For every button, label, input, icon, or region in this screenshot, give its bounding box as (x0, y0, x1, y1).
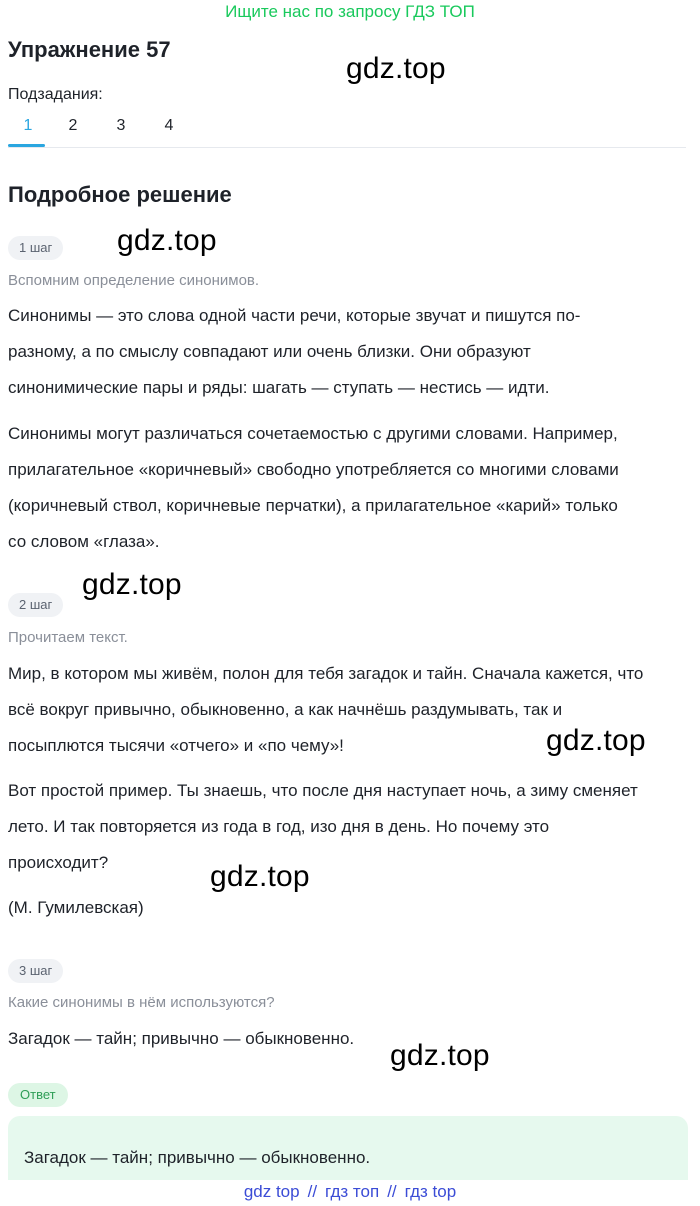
paragraph-line: разному, а по смыслу совпадают или очень близки. Они образуют (8, 342, 531, 361)
footer-separator: // (387, 1182, 397, 1201)
watermark: gdz.top (346, 52, 446, 85)
paragraph-line: прилагательное «коричневый» свободно употребляется со многими словами (8, 460, 619, 479)
step-hint: Прочитаем текст. (8, 629, 128, 646)
subtask-tabs (8, 108, 686, 148)
watermark: gdz.top (82, 568, 182, 601)
step-badge: 2 шаг (8, 593, 63, 617)
paragraph-line: синонимические пары и ряды: шагать — ступать — нестись — идти. (8, 378, 550, 397)
step-badge: 1 шаг (8, 236, 63, 260)
tab-subtask-3[interactable]: 3 (116, 117, 126, 134)
section-title: Подробное решение (8, 182, 232, 207)
paragraph-line: (М. Гумилевская) (8, 898, 144, 917)
step-paragraph (8, 890, 692, 926)
step-paragraph (8, 773, 692, 881)
watermark: gdz.top (210, 860, 310, 893)
step-paragraph (8, 416, 692, 560)
paragraph-line: со словом «глаза». (8, 532, 160, 551)
answer-badge: Ответ (8, 1083, 68, 1107)
step-hint: Вспомним определение синонимов. (8, 272, 260, 289)
tab-subtask-4[interactable]: 4 (164, 117, 174, 134)
paragraph-line: Синонимы — это слова одной части речи, которые звучат и пишутся по- (8, 306, 581, 325)
tab-subtask-1[interactable]: 1 (23, 117, 33, 134)
footer-separator: // (307, 1182, 318, 1201)
paragraph-line: происходит? (8, 853, 109, 872)
paragraph-line: Мир, в котором мы живём, полон для тебя загадок и тайн. Сначала кажется, что (8, 664, 644, 683)
paragraph-line: Вот простой пример. Ты знаешь, что после дня наступает ночь, а зиму сменяет (8, 781, 638, 800)
subtasks-label: Подзадания: (8, 86, 103, 103)
step-paragraph (8, 298, 692, 406)
page-title: Упражнение 57 (8, 37, 171, 62)
paragraph-line: Загадок — тайн; привычно — обыкновенно. (8, 1029, 355, 1048)
top-banner[interactable]: Ищите нас по запросу ГДЗ ТОП (225, 2, 475, 21)
paragraph-line: посыплются тысячи «отчего» и «по чему»! (8, 736, 344, 755)
step-badge: 3 шаг (8, 959, 63, 983)
paragraph-line: (коричневый ствол, коричневые перчатки), а прилагательное «карий» только (8, 496, 618, 515)
footer-link[interactable]: гдз top (404, 1182, 457, 1201)
watermark: gdz.top (546, 724, 646, 757)
footer-link[interactable]: gdz top (243, 1182, 300, 1201)
answer-text: Загадок — тайн; привычно — обыкновенно. (24, 1148, 371, 1167)
paragraph-line: лето. И так повторяется из года в год, изо дня в день. Но почему это (8, 817, 550, 836)
tab-subtask-2[interactable]: 2 (68, 117, 78, 134)
paragraph-line: всё вокруг привычно, обыкновенно, а как начнёшь раздумывать, так и (8, 700, 563, 719)
watermark: gdz.top (390, 1039, 490, 1072)
watermark: gdz.top (117, 224, 217, 257)
paragraph-line: Синонимы могут различаться сочетаемостью с другими словами. Например, (8, 424, 618, 443)
footer-links (0, 1178, 700, 1206)
footer-link[interactable]: гдз топ (325, 1182, 380, 1201)
step-hint: Какие синонимы в нём используются? (8, 994, 275, 1011)
active-tab-indicator (8, 144, 45, 147)
step-paragraph (8, 1021, 692, 1057)
